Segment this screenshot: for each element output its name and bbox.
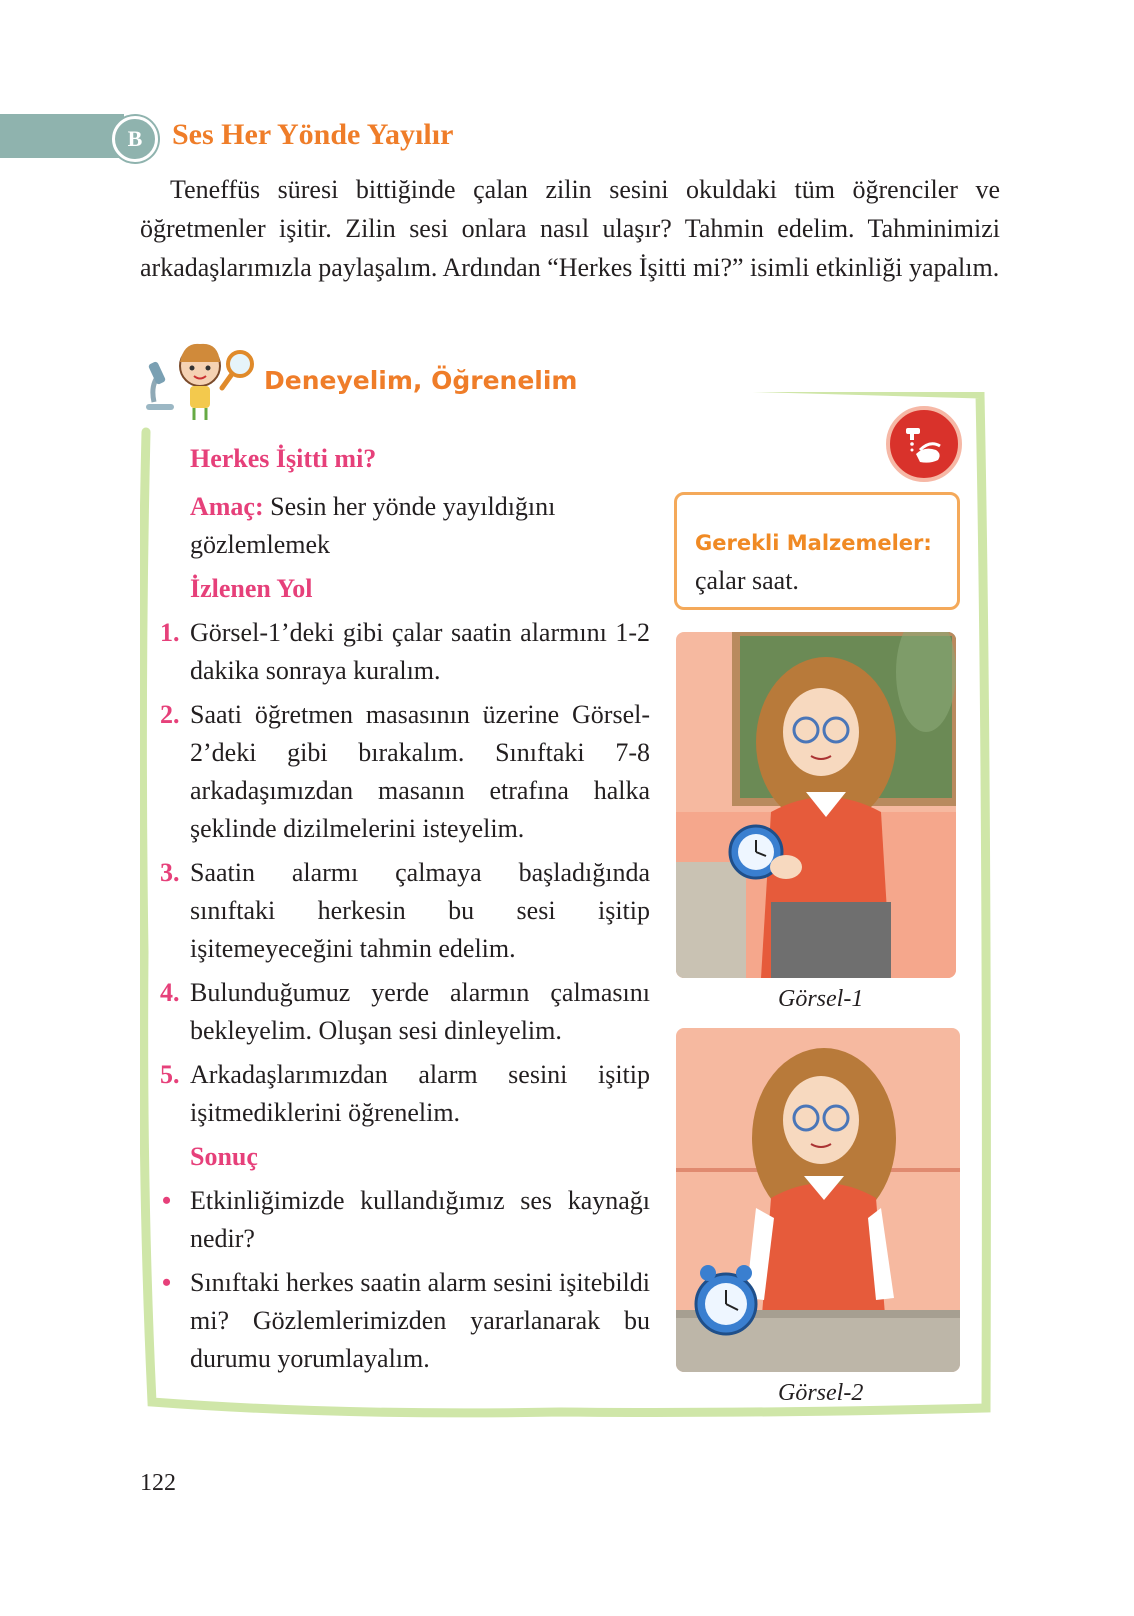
section-badge: B [112,116,158,162]
step-number: 3. [160,858,180,887]
caption-gorsel-1: Görsel-1 [778,986,864,1012]
caption-gorsel-2: Görsel-2 [778,1380,864,1406]
result-bullet [160,1182,650,1258]
illustration-teacher-clock-on-desk [676,1028,960,1372]
bullet-dot-icon: • [162,1268,172,1297]
step-text: Arkadaşlarımızdan alarm sesini işitip işitmediklerini öğrenelim. [190,1060,650,1127]
step-item [160,1056,650,1132]
page-number: 122 [140,1470,176,1496]
step-item [160,696,650,848]
activity-body [160,440,650,1378]
step-number: 4. [160,978,180,1007]
wash-hands-icon [886,406,962,482]
aim-paragraph [190,488,650,564]
method-label: İzlenen Yol [190,574,313,603]
step-text: Görsel-1’deki gibi çalar saatin alarmını 1-2 dakika sonraya kuralım. [190,618,650,685]
bullet-text: Sınıftaki herkes saatin alarm sesini işitebildi mi? Gözlemlerimizden yararlanarak bu durumu yorumlayalım. [190,1268,650,1373]
intro-paragraph: Teneffüs süresi bittiğinde çalan zilin sesini okuldaki tüm öğrenciler ve öğretmenler işitir. Zilin sesi onlara nasıl ulaşır? Tahmin edelim. Tahminimizi arkadaşlarımızla paylaşalım. Ardından “Herkes İşitti mi?” isimli etkinliği yapalım. [140,175,1000,282]
section-banner [0,114,124,158]
step-text: Saatin alarmı çalmaya başladığında sınıftaki herkesin bu sesi işitip işitemeyeceğini tahmin edelim. [190,858,650,963]
mascot-scientist-icon [132,334,262,424]
section-title: Ses Her Yönde Yayılır [172,118,454,151]
bullet-dot-icon: • [162,1186,172,1215]
activity-header: Deneyelim, Öğrenelim [264,366,585,395]
result-bullet [160,1264,650,1378]
step-text: Bulunduğumuz yerde alarmın çalmasını bekleyelim. Oluşan sesi dinleyelim. [190,978,650,1045]
step-number: 5. [160,1060,180,1089]
materials-label: Gerekli Malzemeler: [695,531,932,555]
step-text: Saati öğretmen masasının üzerine Görsel-2’deki gibi bırakalım. Sınıftaki 7-8 arkadaşımızdan masanın etrafına halka şeklinde dizilmelerini isteyelim. [190,700,650,843]
aim-label: Amaç: [190,492,264,521]
materials-text: çalar saat. [695,566,799,595]
step-number: 2. [160,700,180,729]
activity-title: Herkes İşitti mi? [190,444,377,473]
result-label: Sonuç [190,1142,258,1171]
step-item [160,854,650,968]
illustration-teacher-holding-clock [676,632,956,978]
step-item [160,614,650,690]
aim-text: Sesin her yönde yayıldığını gözlemlemek [190,492,556,559]
step-number: 1. [160,618,180,647]
bullet-text: Etkinliğimizde kullandığımız ses kaynağı nedir? [190,1186,650,1253]
materials-box [674,492,960,610]
step-item [160,974,650,1050]
